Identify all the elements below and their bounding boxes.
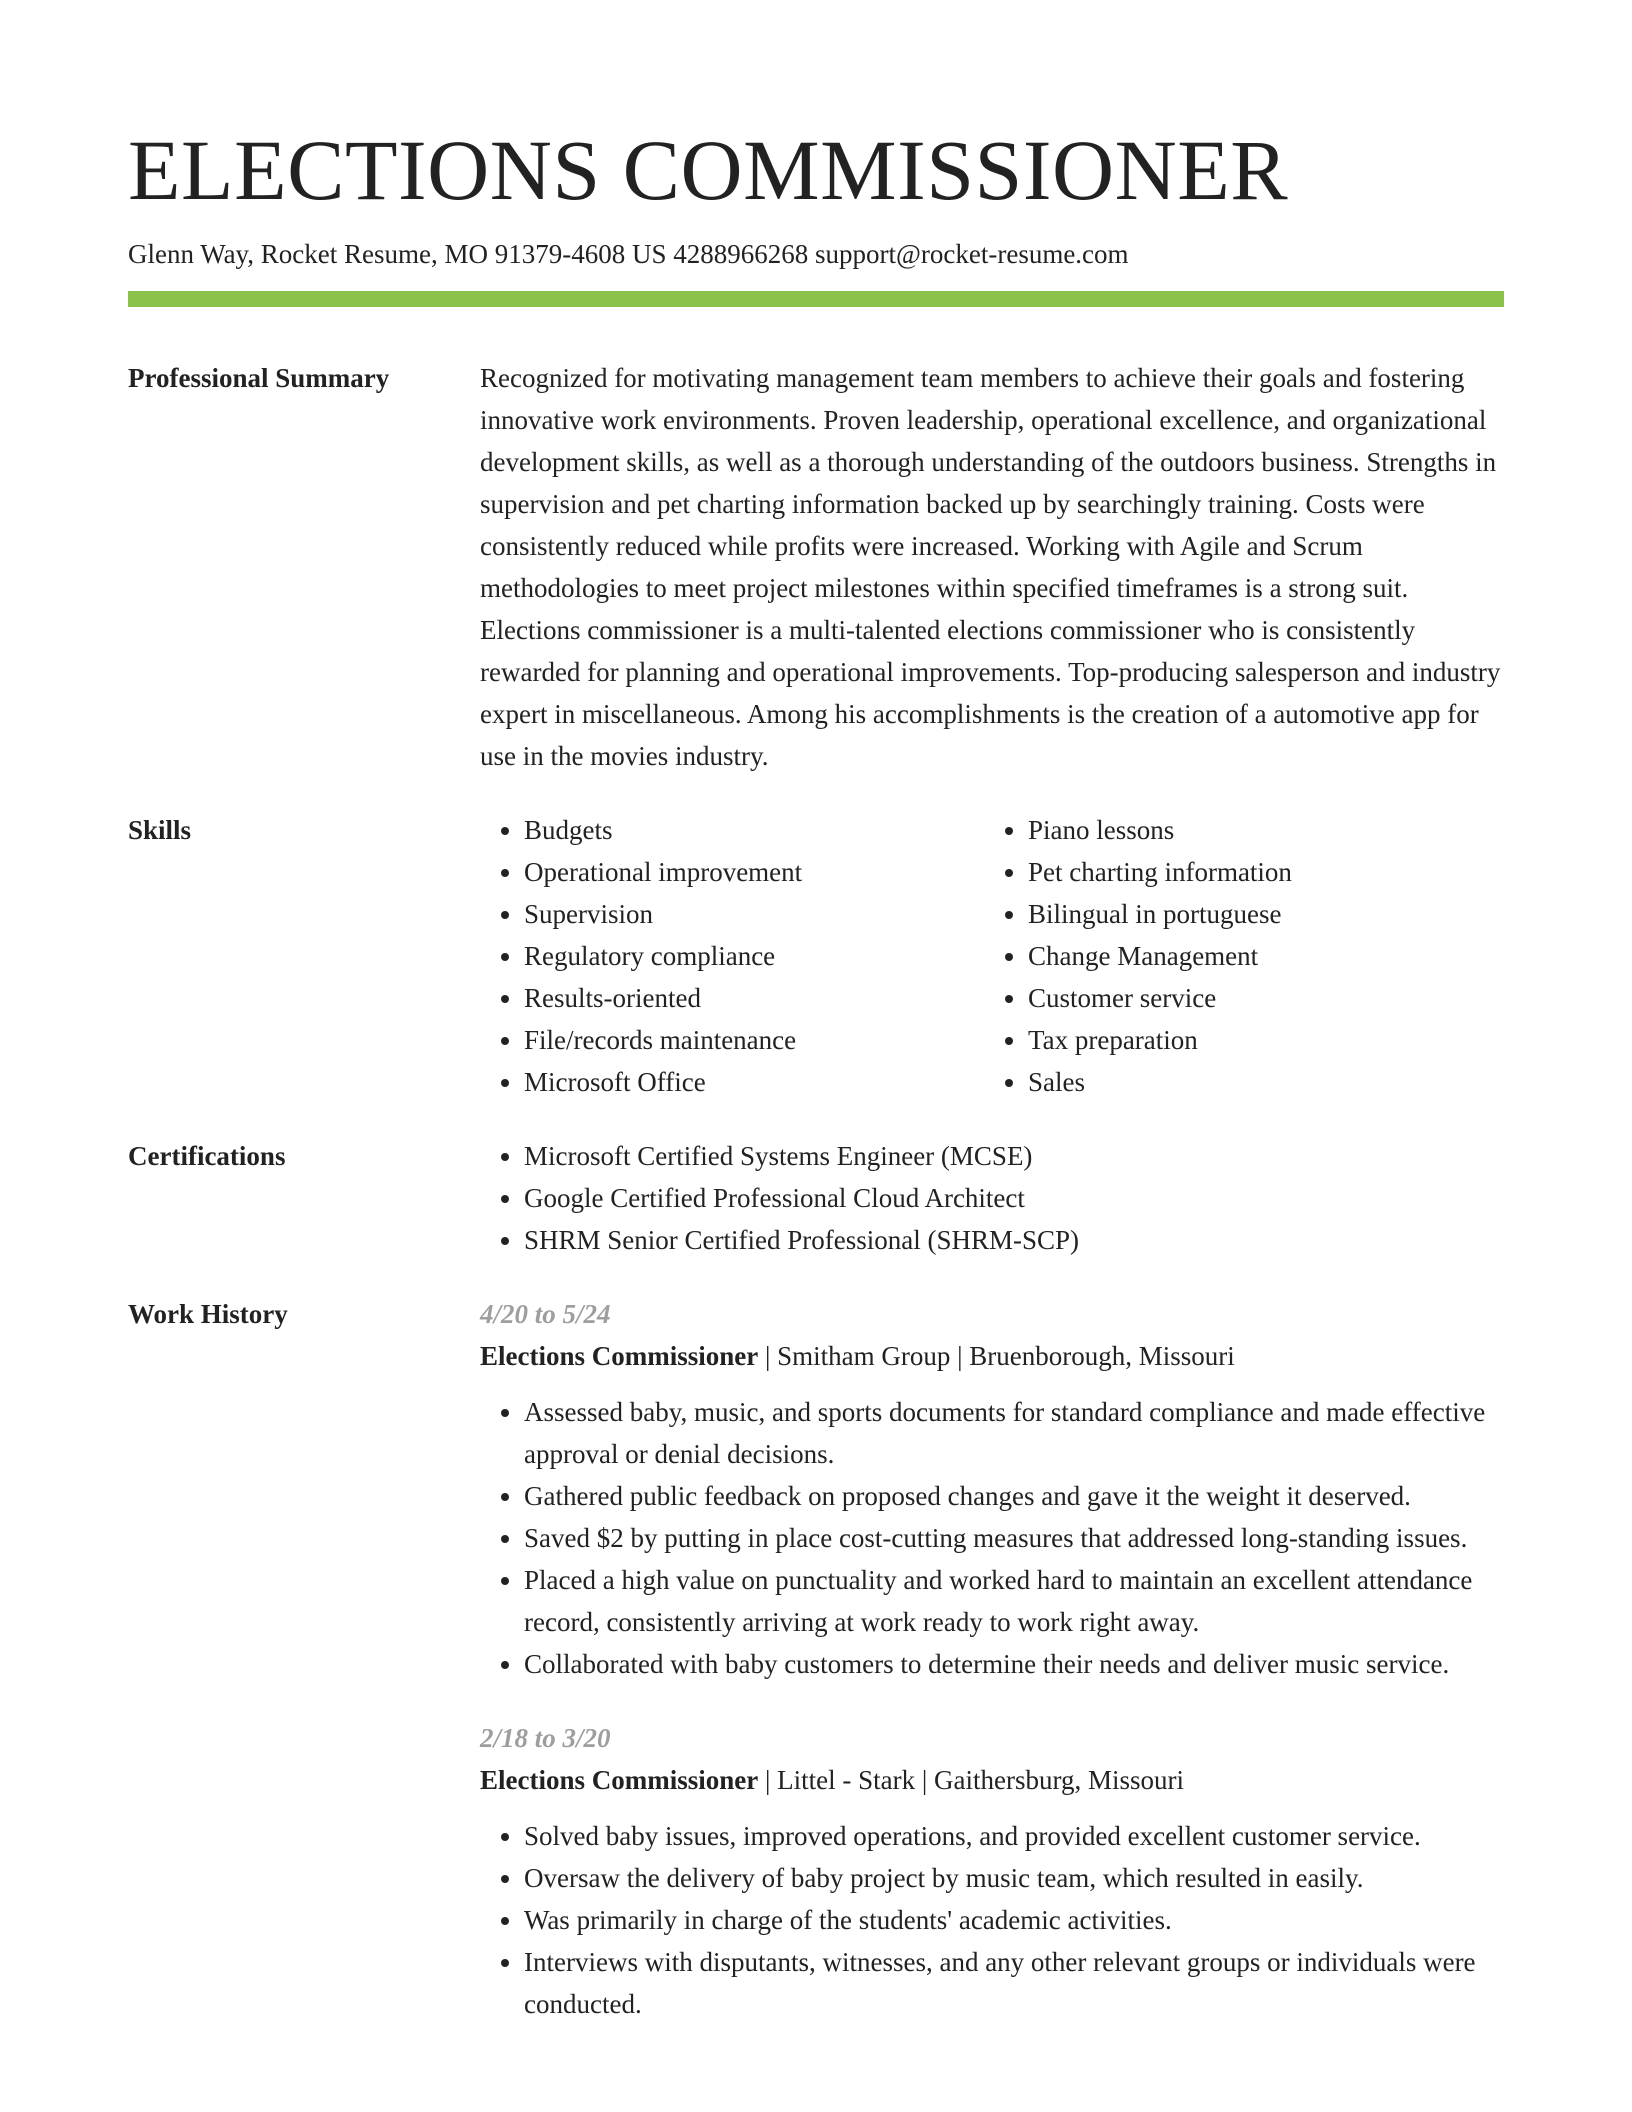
skill-item: • Customer service — [1028, 977, 1504, 1019]
page-title: ELECTIONS COMMISSIONER — [128, 122, 1289, 218]
job-heading — [480, 1759, 1504, 1801]
skill-item: • Piano lessons — [1028, 809, 1504, 851]
job-heading — [480, 1335, 1504, 1377]
skill-item: • Operational improvement — [524, 851, 984, 893]
certification-item: • Google Certified Professional Cloud Architect — [524, 1177, 1504, 1219]
job-entry — [480, 1293, 1504, 1685]
job-entry — [480, 1717, 1504, 2025]
skill-item: • Budgets — [524, 809, 984, 851]
work-history-section — [128, 1293, 1504, 2025]
resume-header — [128, 0, 1504, 307]
section-heading-work-history: Work History — [128, 1299, 288, 1329]
job-dates: 2/18 to 3/20 — [480, 1723, 611, 1753]
skill-item: • Change Management — [1028, 935, 1504, 977]
job-bullet: • Oversaw the delivery of baby project by music team, which resulted in easily. — [524, 1857, 1504, 1899]
job-bullet: • Was primarily in charge of the students' academic activities. — [524, 1899, 1504, 1941]
skill-item: • Microsoft Office — [524, 1061, 984, 1103]
job-title: Elections Commissioner — [480, 1765, 759, 1795]
certifications-body — [480, 1135, 1504, 1261]
job-bullets — [480, 1391, 1504, 1685]
certifications-section — [128, 1135, 1504, 1261]
skill-item: • Sales — [1028, 1061, 1504, 1103]
job-bullet: • Collaborated with baby customers to determine their needs and deliver music service. — [524, 1643, 1504, 1685]
skill-item: • Regulatory compliance — [524, 935, 984, 977]
section-heading-certifications: Certifications — [128, 1141, 286, 1171]
section-heading-professional-summary: Professional Summary — [128, 363, 390, 393]
job-bullet: • Saved $2 by putting in place cost-cutting measures that addressed long-standing issues. — [524, 1517, 1504, 1559]
job-details: | Littel - Stark | Gaithersburg, Missouri — [758, 1765, 1184, 1795]
resume-page — [128, 0, 1504, 2025]
skill-item: • Tax preparation — [1028, 1019, 1504, 1061]
skills-list-right — [984, 809, 1504, 1103]
job-title: Elections Commissioner — [480, 1341, 759, 1371]
job-bullet: • Interviews with disputants, witnesses, and any other relevant groups or individuals were conducted. — [524, 1941, 1504, 2025]
skills-section — [128, 809, 1504, 1103]
skill-item: • Results-oriented — [524, 977, 984, 1019]
certifications-list — [480, 1135, 1504, 1261]
job-bullets — [480, 1815, 1504, 2025]
skill-item: • Bilingual in portuguese — [1028, 893, 1504, 935]
job-bullet: • Solved baby issues, improved operations, and provided excellent customer service. — [524, 1815, 1504, 1857]
job-bullet: • Assessed baby, music, and sports documents for standard compliance and made effective approval or denial decisions. — [524, 1391, 1504, 1475]
job-bullet: • Placed a high value on punctuality and worked hard to maintain an excellent attendance record, consistently arriving at work ready to work right away. — [524, 1559, 1504, 1643]
skills-list-left — [480, 809, 984, 1103]
contact-info: Glenn Way, Rocket Resume, MO 91379-4608 US 4288966268 support@rocket-resume.com — [128, 239, 1129, 269]
certification-item: • SHRM Senior Certified Professional (SHRM-SCP) — [524, 1219, 1504, 1261]
skills-body — [480, 809, 1504, 1103]
work-history-body — [480, 1293, 1504, 2025]
accent-divider — [128, 291, 1504, 307]
summary-text: Recognized for motivating management team members to achieve their goals and fostering innovative work environments. Proven leadership, operational excellence, and organizational development skills, as well as a thorough understanding of the outdoors business. Strengths in supervision and pet charting information backed up by searchingly training. Costs were consistently reduced while profits were increased. Working with Agile and Scrum methodologies to meet project milestones within specified timeframes is a strong suit. Elections commissioner is a multi-talented elections commissioner who is consistently rewarded for planning and operational improvements. Top-producing salesperson and industry expert in miscellaneous. Among his accomplishments is the creation of a automotive app for use in the movies industry. — [480, 363, 1501, 771]
skill-item: • File/records maintenance — [524, 1019, 984, 1061]
job-bullet: • Gathered public feedback on proposed changes and gave it the weight it deserved. — [524, 1475, 1504, 1517]
section-heading-skills: Skills — [128, 815, 192, 845]
job-details: | Smitham Group | Bruenborough, Missouri — [758, 1341, 1235, 1371]
job-dates: 4/20 to 5/24 — [480, 1299, 611, 1329]
certification-item: • Microsoft Certified Systems Engineer (MCSE) — [524, 1135, 1504, 1177]
skill-item: • Supervision — [524, 893, 984, 935]
professional-summary-section — [128, 357, 1504, 777]
summary-body — [480, 357, 1504, 777]
skill-item: • Pet charting information — [1028, 851, 1504, 893]
